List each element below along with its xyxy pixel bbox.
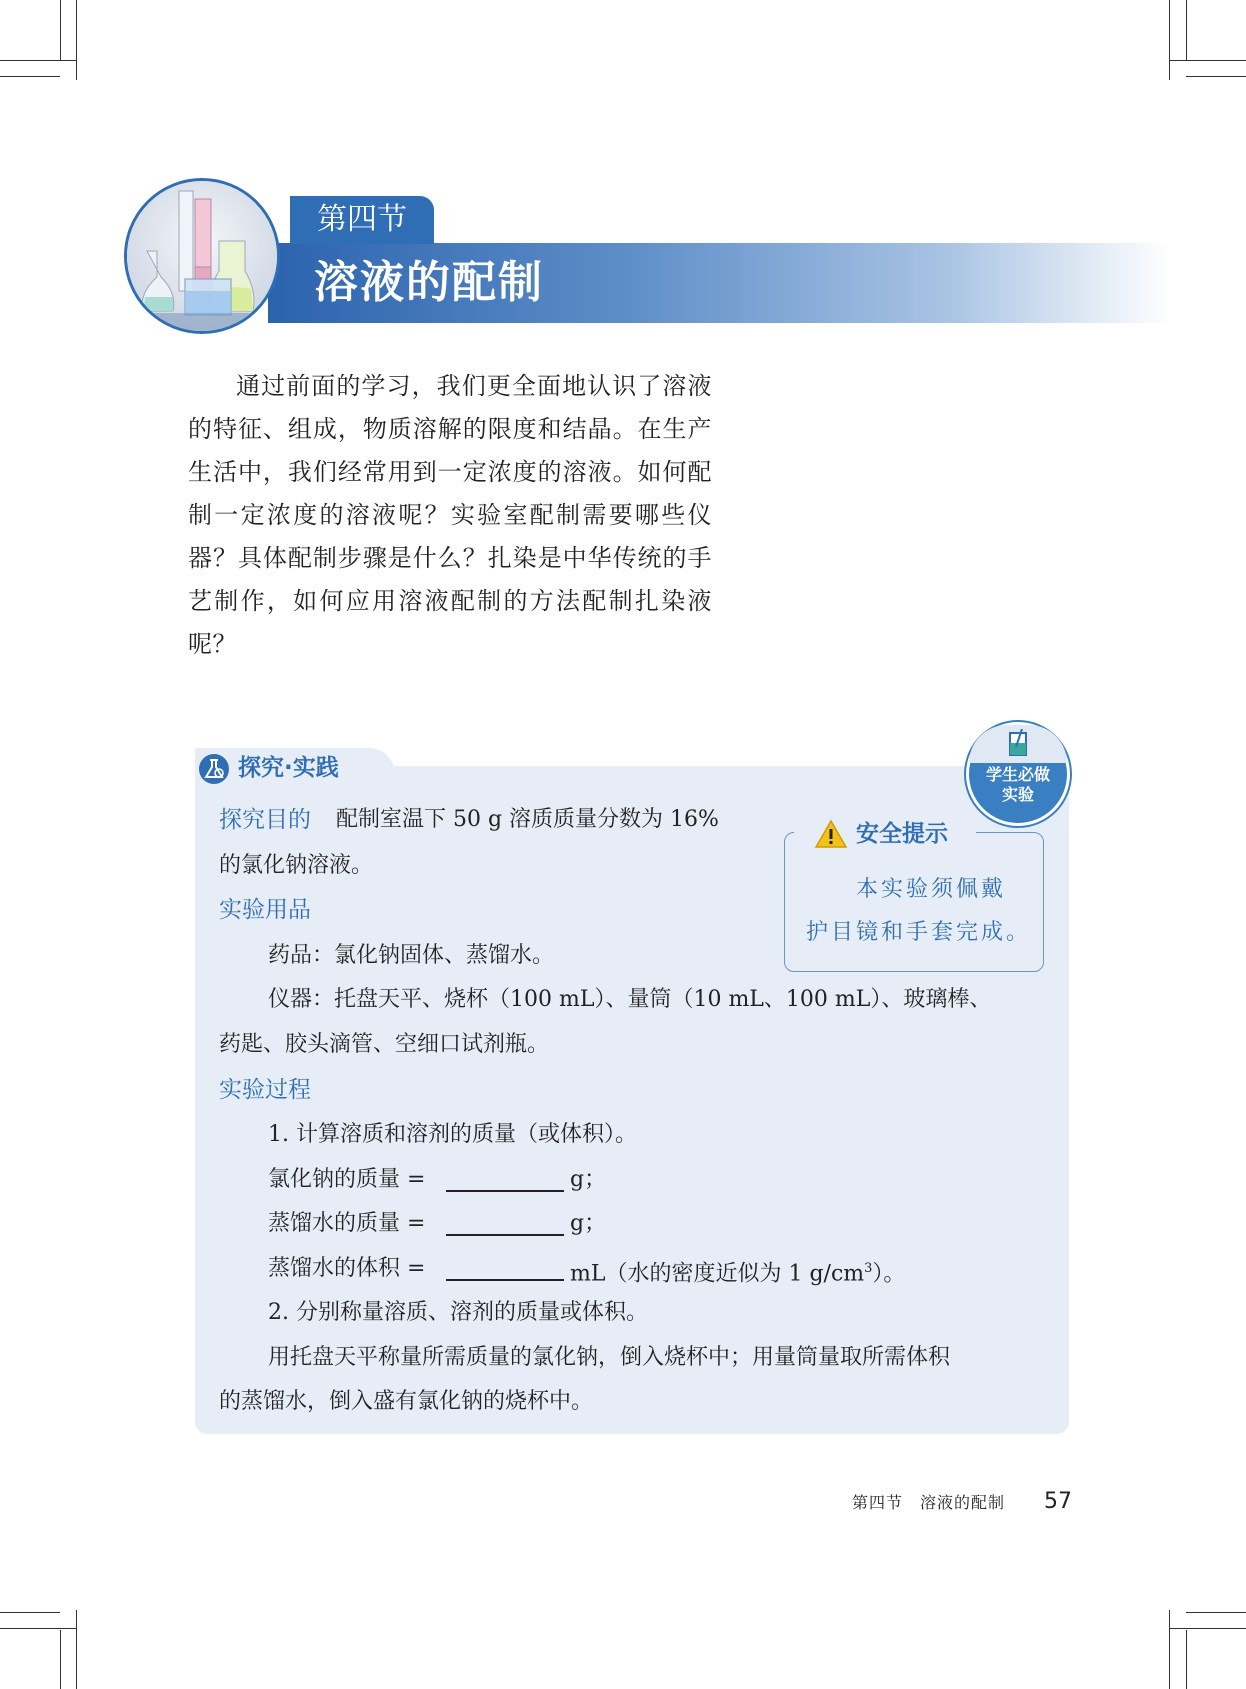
water-mass-unit: g； [570,1211,607,1236]
purpose-line2: 的氯化钠溶液。 [219,853,374,878]
water-volume-unit-text: mL（水的密度近似为 1 g/cm [570,1261,865,1287]
materials-heading: 实验用品 [219,897,311,923]
nacl-mass-label: 氯化钠的质量 = [268,1167,426,1192]
page-number: 57 [1044,1489,1072,1514]
instruments-line2: 药匙、胶头滴管、空细口试剂瓶。 [219,1032,550,1057]
crop-mark [0,60,76,61]
step2-text: 2. 分别称量溶质、溶剂的质量或体积。 [268,1300,648,1325]
water-mass-label: 蒸馏水的质量 = [268,1211,426,1236]
crop-mark [1186,1630,1187,1689]
crop-mark [60,1630,61,1689]
water-volume-sup: 3 [864,1261,873,1276]
purpose-heading: 探究目的 [219,807,311,833]
nacl-mass-unit: g； [570,1167,607,1192]
lab-glassware-image [124,178,280,334]
crop-mark [1186,76,1246,77]
safety-line1: 本实验须佩戴 [856,877,1007,902]
crop-mark [60,0,61,60]
activity-tab-label: 探究·实践 [238,755,339,781]
crop-mark [76,0,77,80]
flask-icon [198,753,230,785]
safety-title: 安全提示 [856,821,948,847]
crop-mark [1170,60,1246,61]
intro-paragraph: 通过前面的学习，我们更全面地认识了溶液的特征、组成，物质溶解的限度和结晶。在生产生活中，我们经常用到一定浓度的溶液。如何配制一定浓度的溶液呢？实验室配制需要哪些仪器？具体配制步骤是什么？扎染是中华传统的手艺制作，如何应用溶液配制的方法配制扎染液呢？ [188,372,712,658]
beaker-icon [1002,729,1034,759]
crop-mark [0,1612,60,1613]
chemicals-text: 药品：氯化钠固体、蒸馏水。 [268,943,555,968]
required-experiment-badge [966,722,1070,826]
water-volume-blank[interactable] [446,1279,564,1281]
water-volume-unit [570,1255,905,1288]
crop-mark [1170,1628,1246,1629]
nacl-mass-blank[interactable] [446,1190,564,1192]
crop-mark [1169,0,1170,80]
water-volume-label: 蒸馏水的体积 = [268,1256,426,1281]
warning-icon [814,819,848,849]
crop-mark [1169,1610,1170,1689]
step2-detail-line2: 的蒸馏水，倒入盛有氯化钠的烧杯中。 [219,1389,594,1414]
purpose-line1: 配制室温下 50 g 溶质质量分数为 16% [336,807,719,832]
step2-detail-line1: 用托盘天平称量所需质量的氯化钠，倒入烧杯中；用量筒量取所需体积 [268,1345,951,1370]
crop-mark [1186,0,1187,60]
crop-mark [76,1610,77,1689]
water-mass-blank[interactable] [446,1234,564,1236]
crop-mark [0,1628,76,1629]
badge-line2: 实验 [1001,785,1034,804]
process-heading: 实验过程 [219,1077,311,1103]
safety-line2: 护目镜和手套完成。 [806,920,1032,945]
crop-mark [1186,1612,1246,1613]
page-title: 溶液的配制 [314,257,544,308]
section-label: 第四节 [290,196,434,244]
instruments-line1: 仪器：托盘天平、烧杯（100 mL）、量筒（10 mL、100 mL）、玻璃棒、 [268,987,992,1012]
crop-mark [0,76,60,77]
running-title: 第四节 溶液的配制 [852,1493,1006,1512]
water-volume-end: ）。 [872,1261,906,1287]
step1-text: 1. 计算溶质和溶剂的质量（或体积）。 [268,1122,637,1147]
badge-line1: 学生必做 [985,765,1050,784]
